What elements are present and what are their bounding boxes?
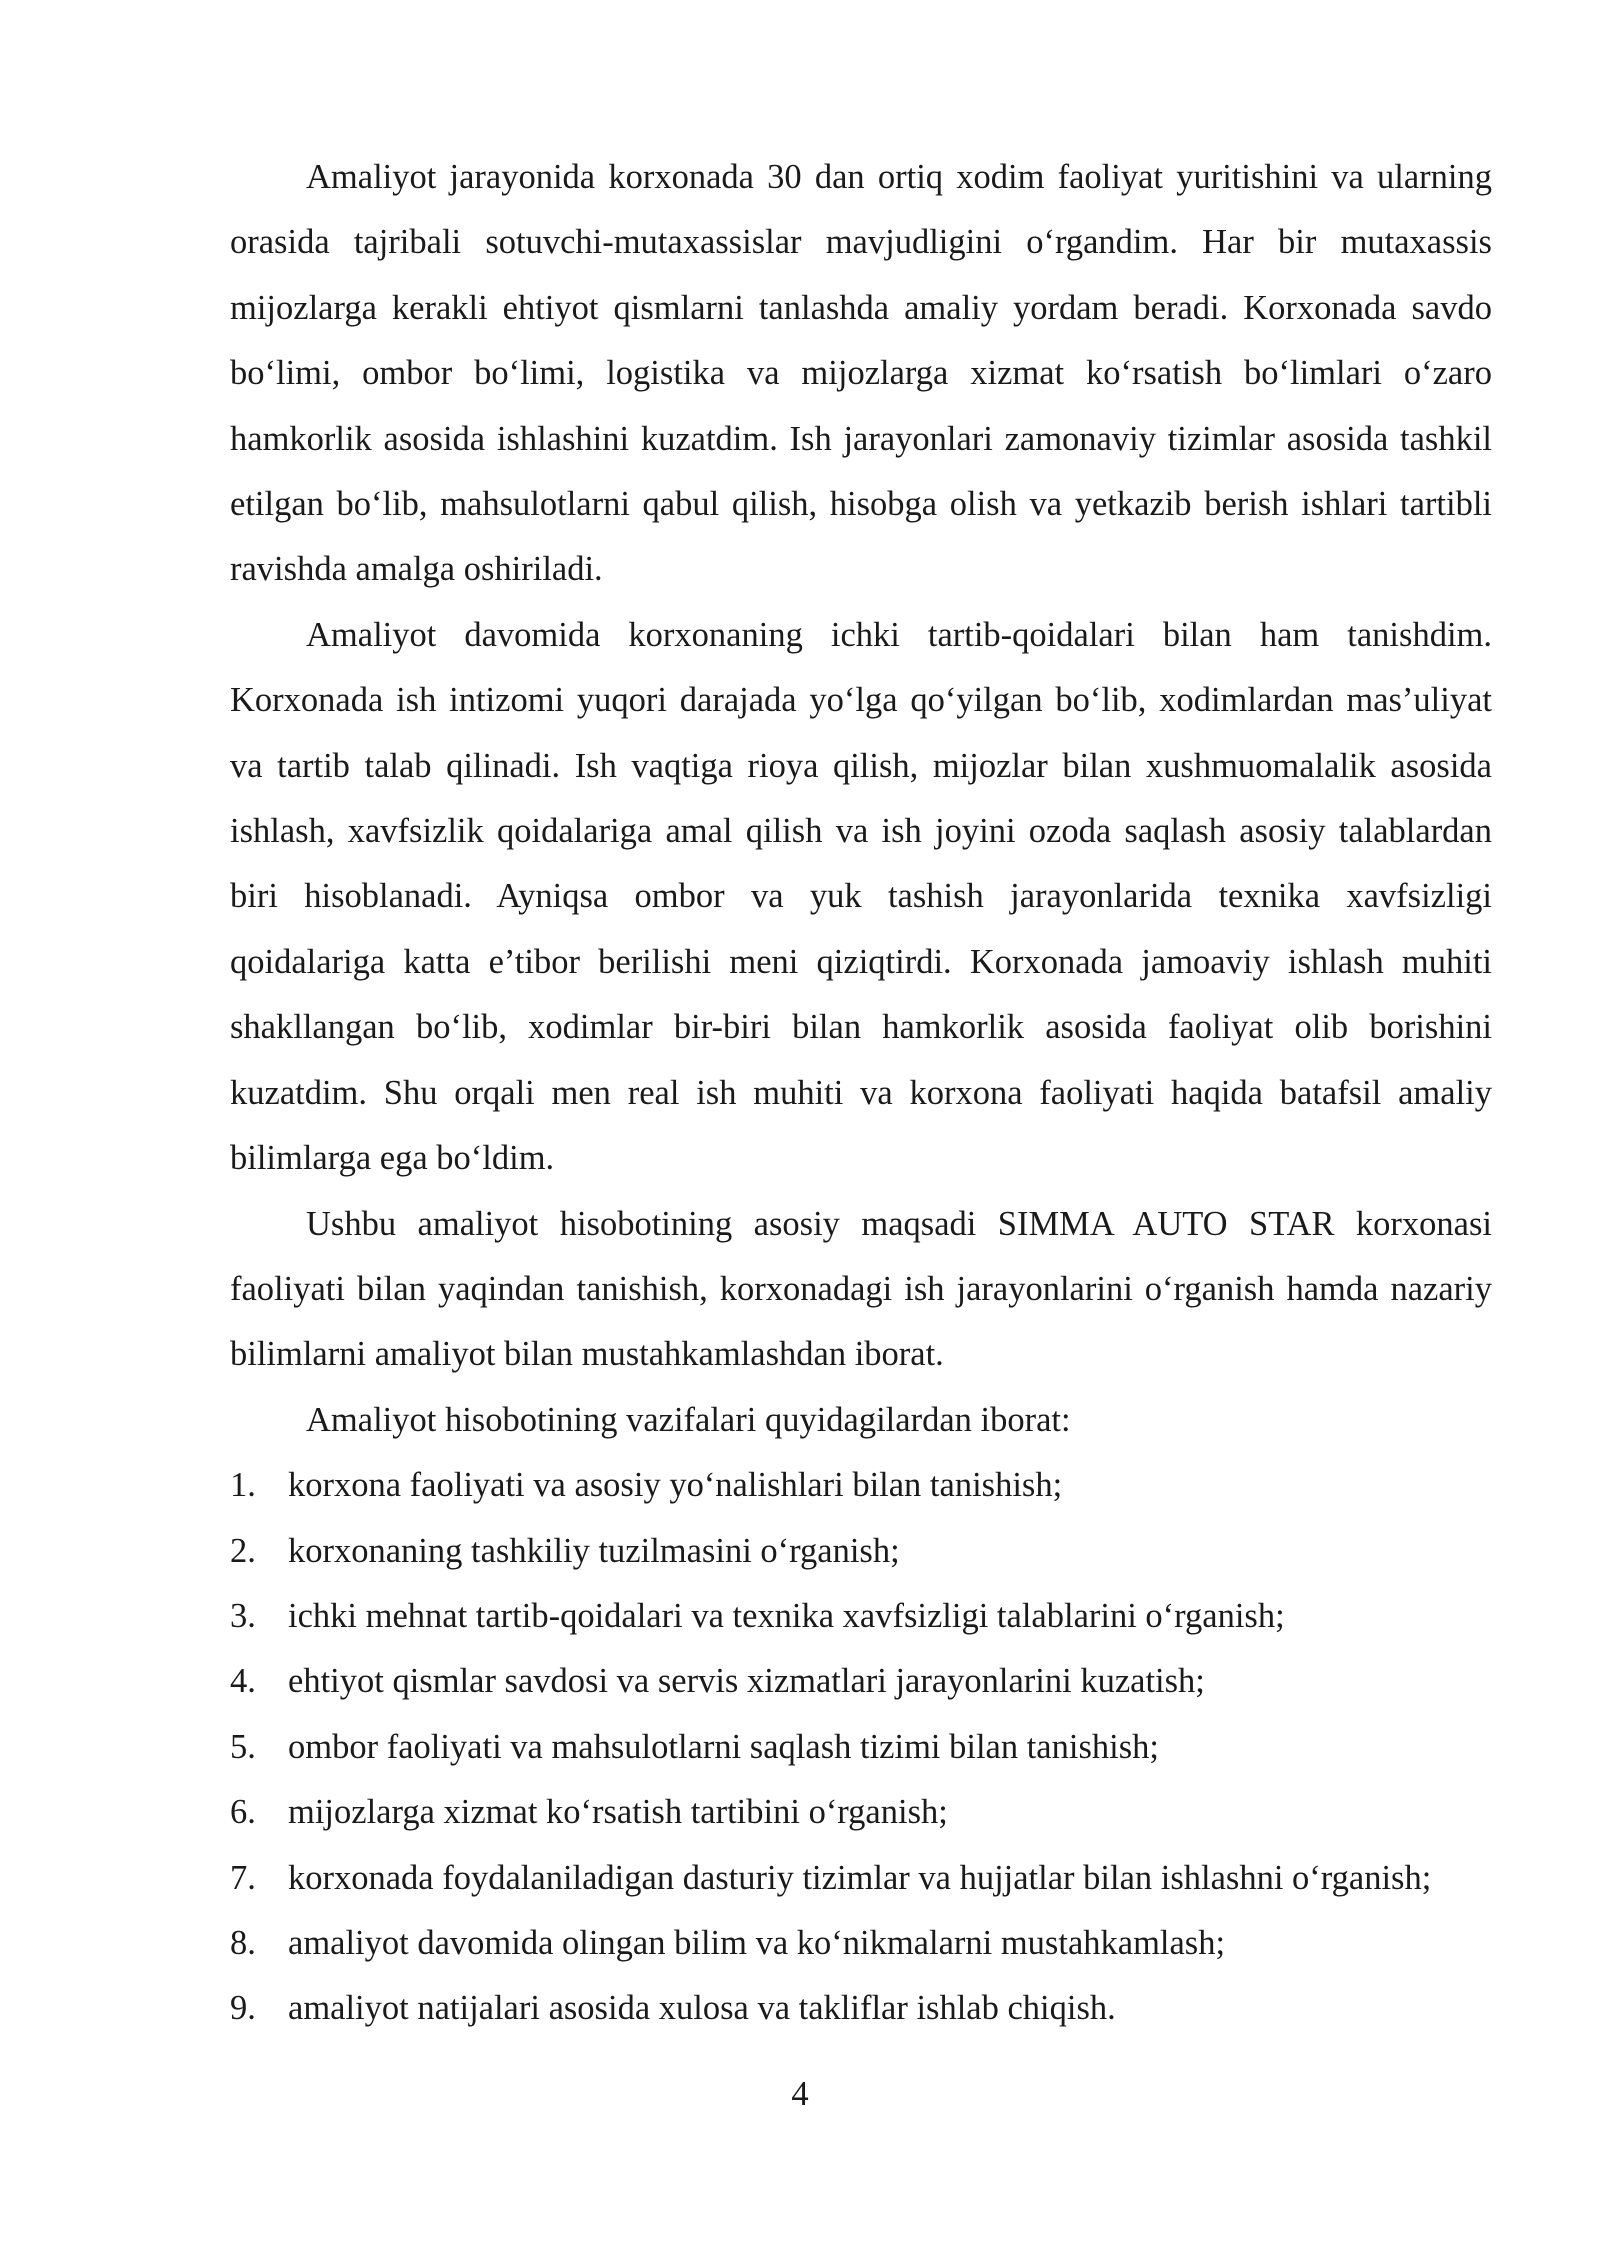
list-item (230, 1976, 1492, 2041)
list-item-number: 4. (230, 1662, 256, 1701)
list-item-number: 9. (230, 1989, 256, 2028)
paragraph-report-goal: Ushbu amaliyot hisobotining asosiy maqsadi SIMMA AUTO STAR korxonasi faoliyati bilan yaqindan tanishish, korxonadagi ish jarayonlarini o‘rganish hamda nazariy bilimlarni amaliyot bilan mustahkamlashdan iborat. (230, 1204, 1492, 1374)
list-item-number: 7. (230, 1858, 256, 1897)
list-item-number: 2. (230, 1531, 256, 1570)
list-item (230, 1584, 1492, 1649)
list-item (230, 1911, 1492, 1976)
list-item (230, 1519, 1492, 1584)
list-item-number: 1. (230, 1466, 256, 1505)
page-number: 4 (791, 2075, 809, 2113)
list-item (230, 1649, 1492, 1714)
list-item (230, 1780, 1492, 1845)
task-list (230, 1453, 1492, 2042)
list-item-number: 5. (230, 1727, 256, 1766)
list-item (230, 1715, 1492, 1780)
list-item-number: 8. (230, 1923, 256, 1962)
list-item-text: mijozlarga xizmat ko‘rsatish tartibini o‘rganish; (288, 1793, 948, 1832)
list-item-text: ehtiyot qismlar savdosi va servis xizmatlari jarayonlarini kuzatish; (288, 1662, 1205, 1701)
list-item-text: korxonaning tashkiliy tuzilmasini o‘rganish; (288, 1531, 900, 1570)
list-item (230, 1453, 1492, 1518)
list-item-number: 3. (230, 1596, 256, 1635)
list-item-number: 6. (230, 1793, 256, 1832)
list-item-text: amaliyot davomida olingan bilim va ko‘nikmalarni mustahkamlash; (288, 1923, 1226, 1962)
paragraph-tasks-intro: Amaliyot hisobotining vazifalari quyidagilardan iborat: (306, 1400, 1071, 1439)
paragraph-internal-rules: Amaliyot davomida korxonaning ichki tartib-qoidalari bilan ham tanishdim. Korxonada ish intizomi yuqori darajada yo‘lga qo‘yilgan bo‘lib, xodimlardan mas’uliyat va tartib talab qilinadi. Ish vaqtiga rioya qilish, mijozlar bilan xushmuomalalik asosida ishlash, xavfsizlik qoidalariga amal qilish va ish joyini ozoda saqlash asosiy talablardan biri hisoblanadi. Ayniqsa ombor va yuk tashish jarayonlarida texnika xavfsizligi qoidalariga katta e’tibor berilishi meni qiziqtirdi. Korxonada jamoaviy ishlash muhiti shakllangan bo‘lib, xodimlar bir-biri bilan hamkorlik asosida faoliyat olib borishini kuzatdim. Shu orqali men real ish muhiti va korxona faoliyati haqida batafsil amaliy bilimlarga ega bo‘ldim. (230, 615, 1492, 1178)
list-item (230, 1846, 1492, 1911)
list-item-text: korxonada foydalaniladigan dasturiy tizimlar va hujjatlar bilan ishlashni o‘rganish; (288, 1858, 1432, 1897)
list-item-text: ichki mehnat tartib-qoidalari va texnika xavfsizligi talablarini o‘rganish; (288, 1596, 1285, 1635)
list-item-text: ombor faoliyati va mahsulotlarni saqlash tizimi bilan tanishish; (288, 1727, 1159, 1766)
paragraph-staff-and-departments: Amaliyot jarayonida korxonada 30 dan ortiq xodim faoliyat yuritishini va ularning orasida tajribali sotuvchi-mutaxassislar mavjudligini o‘rgandim. Har bir mutaxassis mijozlarga kerakli ehtiyot qismlarni tanlashda amaliy yordam beradi. Korxonada savdo bo‘limi, ombor bo‘limi, logistika va mijozlarga xizmat ko‘rsatish bo‘limlari o‘zaro hamkorlik asosida ishlashini kuzatdim. Ish jarayonlari zamonaviy tizimlar asosida tashkil etilgan bo‘lib, mahsulotlarni qabul qilish, hisobga olish va yetkazib berish ishlari tartibli ravishda amalga oshiriladi. (230, 158, 1492, 589)
list-item-text: amaliyot natijalari asosida xulosa va takliflar ishlab chiqish. (288, 1989, 1116, 2028)
page-body (230, 145, 1492, 2042)
list-item-text: korxona faoliyati va asosiy yo‘nalishlari bilan tanishish; (288, 1466, 1063, 1505)
